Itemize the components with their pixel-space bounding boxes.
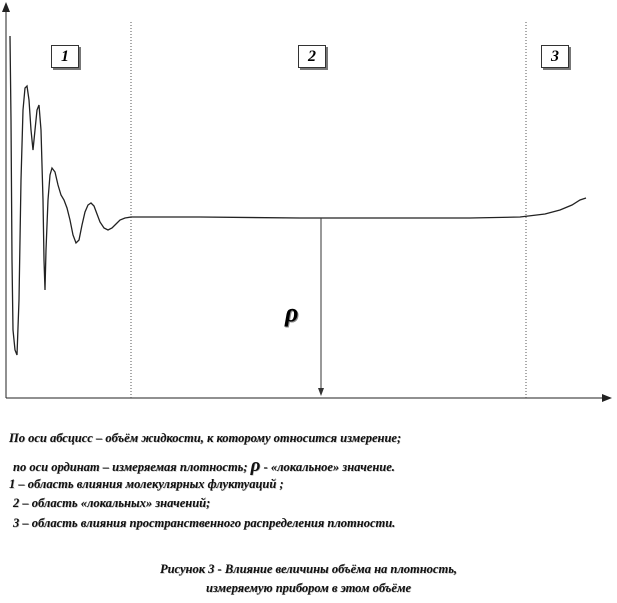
legend-y-axis	[13, 455, 395, 477]
legend-region-1: 1 – область влияния молекулярных флуктуаций ;	[9, 477, 284, 491]
legend-y-axis-suffix: - «локальное» значение.	[263, 460, 395, 474]
x-axis-arrow-icon	[602, 394, 612, 402]
figure-caption-line-1: Рисунок 3 - Влияние величины объёма на плотность,	[159, 562, 458, 576]
legend-y-axis-symbol: ρ	[250, 455, 261, 476]
region-label-3: 3	[541, 45, 569, 68]
density-measure-arrow-icon	[318, 388, 324, 396]
y-axis-arrow-icon	[2, 2, 10, 12]
legend-y-axis-prefix: по оси ординат – измеряемая плотность;	[13, 460, 248, 474]
legend-region-2: 2 – область «локальных» значений;	[13, 496, 211, 510]
region-label-2: 2	[298, 45, 326, 68]
figure-caption-line-2: измеряемую прибором в этом объёме	[205, 581, 412, 595]
legend-x-axis: По оси абсцисс – объём жидкости, к которому относится измерение;	[9, 431, 402, 445]
rho-symbol: ρ	[285, 298, 299, 327]
legend-region-3: 3 – область влияния пространственного распределения плотности.	[13, 516, 396, 530]
region-label-1: 1	[51, 45, 79, 68]
